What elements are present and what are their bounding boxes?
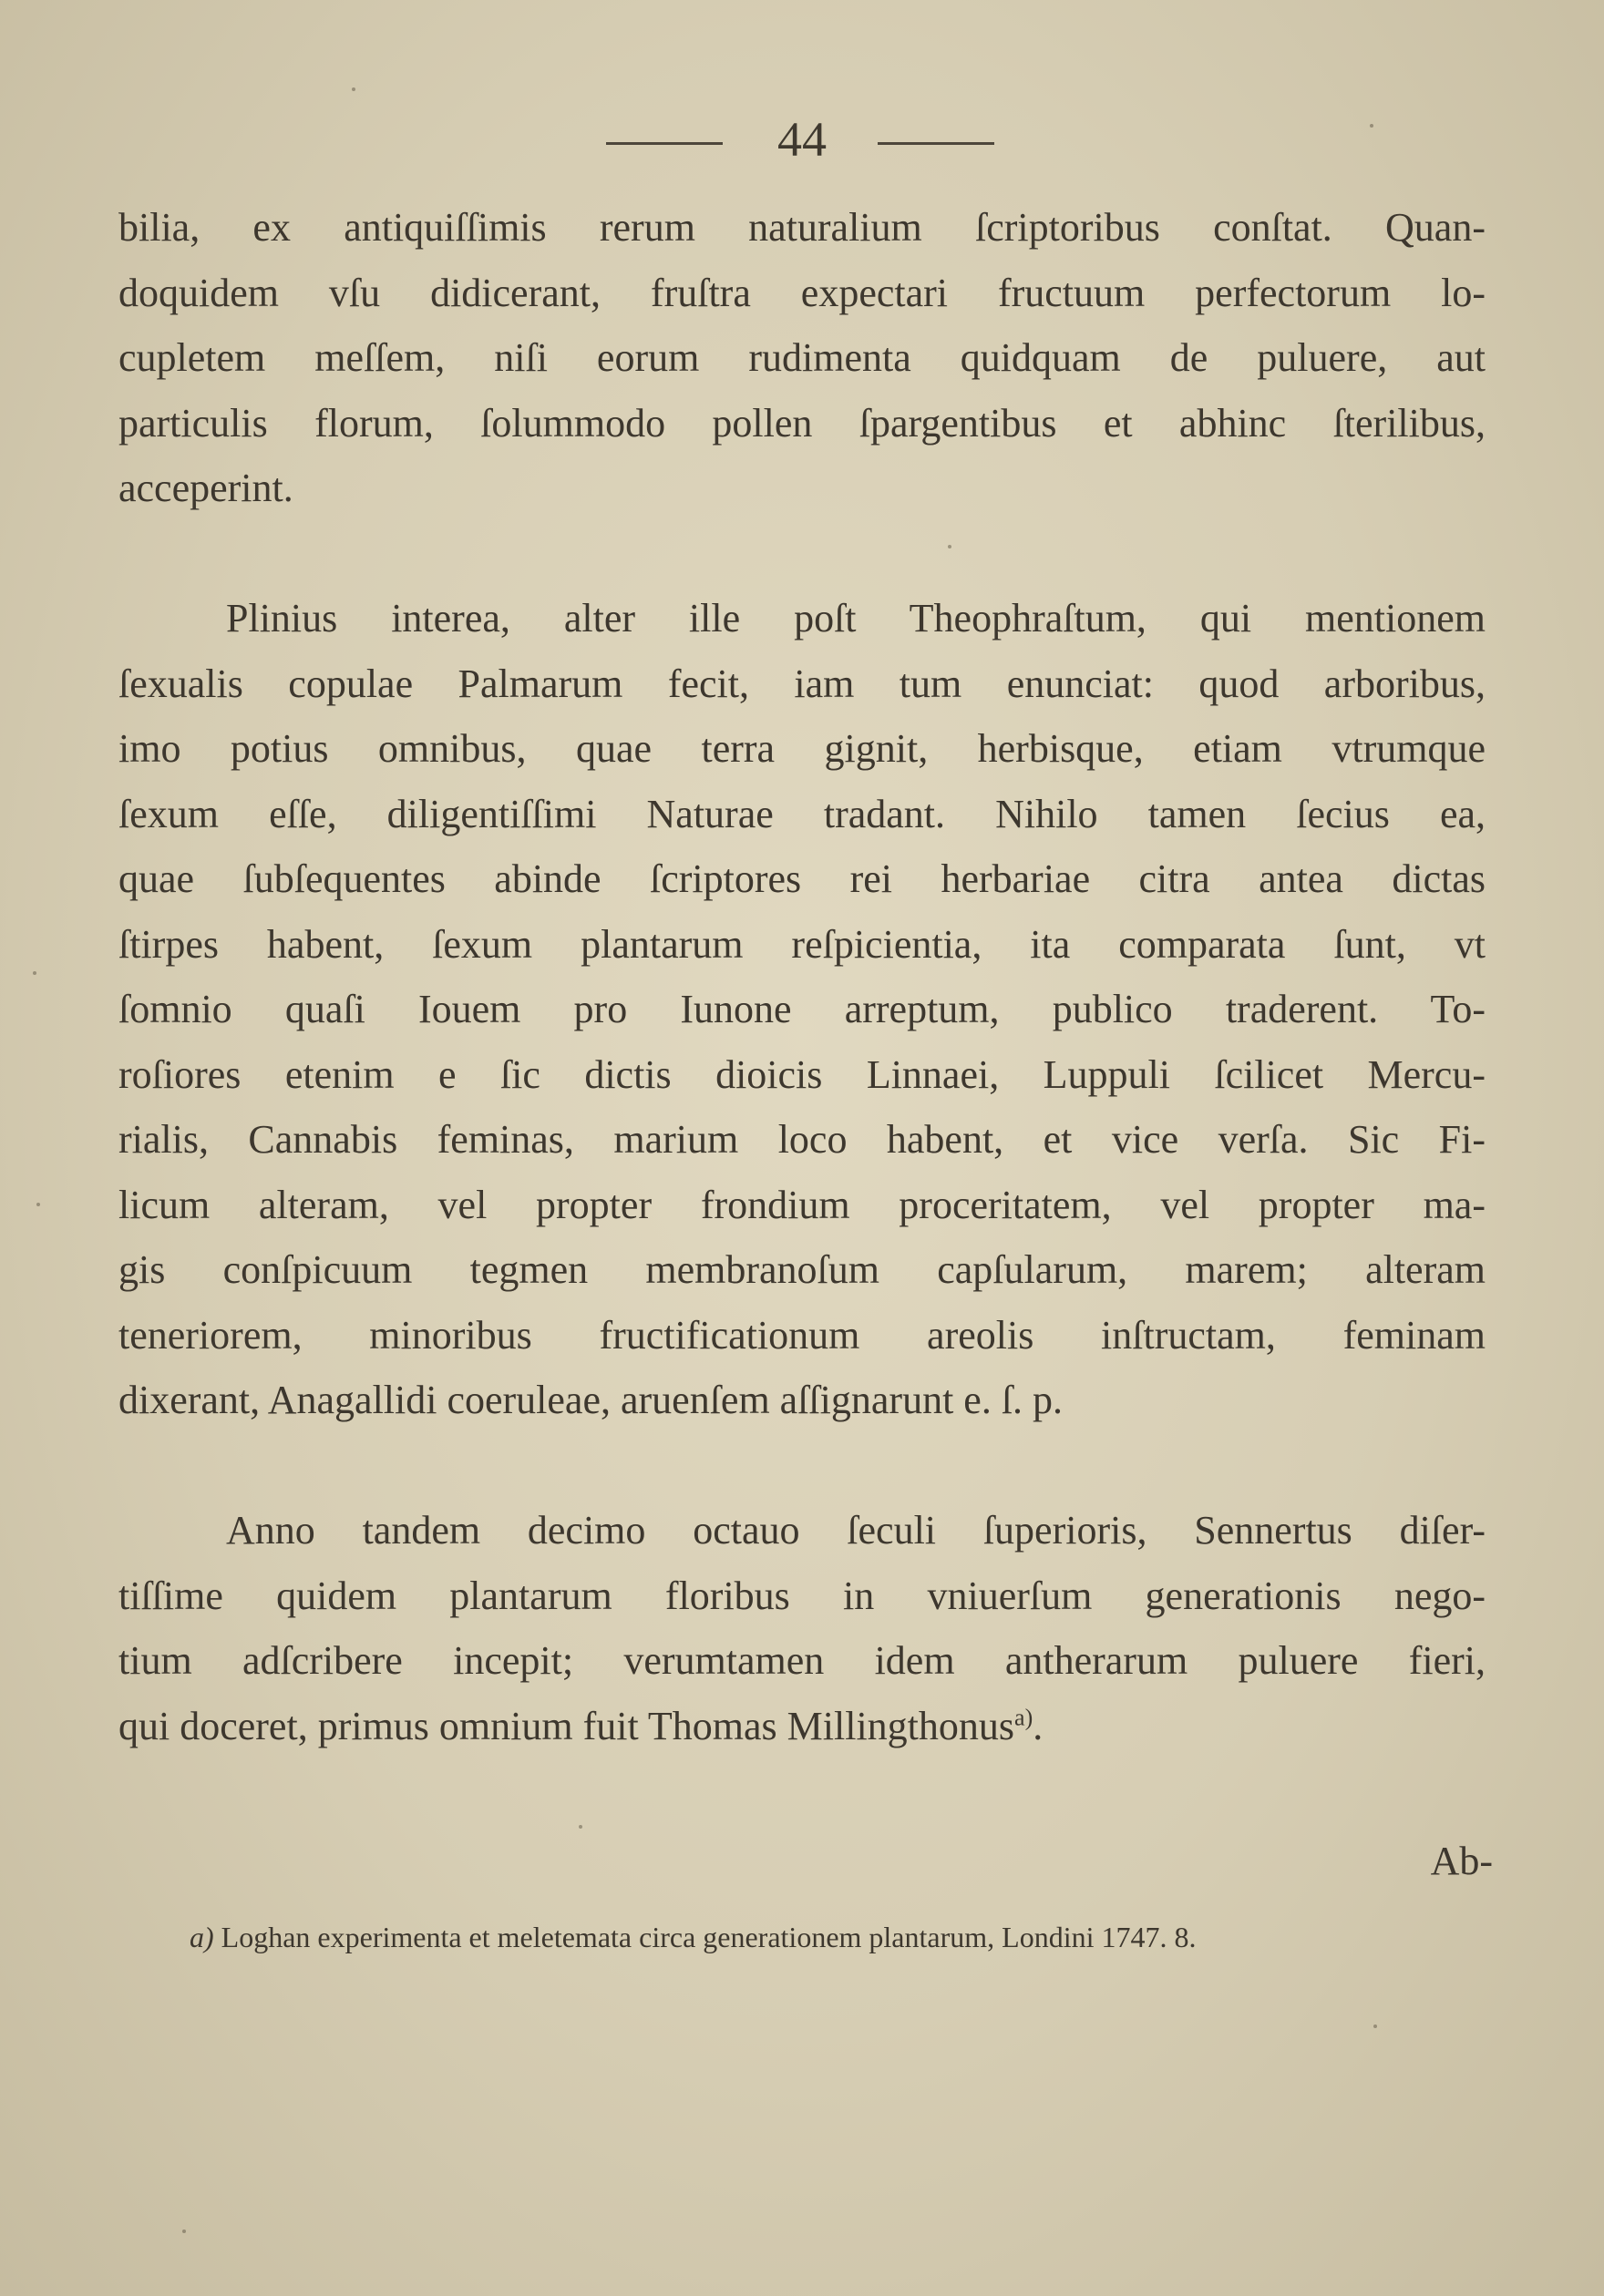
text-line: acceperint. [118,466,293,510]
paragraph-gap [118,1433,1486,1499]
text-line: imo potius omnibus, quae terra gignit, herbisque, etiam vtrumque [118,726,1486,771]
text-line: teneriorem, minoribus fructificationum areolis inſtructam, feminam [118,1312,1486,1358]
paper-speck [352,87,355,91]
text-line: rialis, Cannabis feminas, marium loco habent, et vice verſa. Sic Fi- [118,1117,1486,1162]
page-header [0,108,1604,171]
text-line: ſomnio quaſi Iouem pro Iunone arreptum, publico traderent. To- [118,987,1486,1031]
paragraph-2 [118,586,1486,1433]
text-line: licum alteram, vel propter frondium proceritatem, vel propter ma- [118,1182,1486,1227]
text-line: particulis florum, ſolummodo pollen ſpargentibus et abhinc ſterilibus, [118,400,1486,446]
text-line: Plinius interea, alter ille poſt Theophraſtum, qui mentionem [226,596,1486,641]
footnote-reference[interactable]: a) [1014,1703,1033,1730]
text-line: cupletem meſſem, niſi eorum rudimenta quidquam de puluere, aut [118,335,1486,380]
text-line: qui doceret, primus omnium fuit Thomas Millingthonus [118,1703,1015,1748]
paper-speck [36,1203,40,1206]
paper-speck [1370,124,1373,128]
footnote-text: Loghan experimenta et meletemata circa generationem plantarum, Londini 1747. 8. [221,1921,1197,1953]
paragraph-3 [118,1498,1486,1758]
text-line: ſtirpes habent, ſexum plantarum reſpicientia, ita comparata ſunt, vt [118,921,1486,967]
paper-speck [1373,2024,1377,2028]
text-line: ſexualis copulae Palmarum fecit, iam tum enunciat: quod arboribus, [118,661,1486,706]
text-line: gis conſpicuum tegmen membranoſum capſularum, marem; alteram [118,1247,1486,1292]
text-line: ſexum eſſe, diligentiſſimi Naturae tradant. Nihilo tamen ſecius ea, [118,791,1486,836]
paper-speck [948,545,951,548]
footnote-marker: a) [190,1921,214,1953]
header-rule-left [606,142,723,145]
text-line: bilia, ex antiquiſſimis rerum naturalium ſcriptoribus conſtat. Quan- [118,205,1486,250]
page-number: 44 [777,112,827,167]
text-line: tiſſime quidem plantarum floribus in vniuerſum generationis nego- [118,1573,1486,1618]
text-line: quae ſubſequentes abinde ſcriptores rei herbariae citra antea dictas [118,856,1486,901]
paragraph-1 [118,195,1486,521]
text-line-with-footnote-ref [118,1694,1486,1759]
catchword: Ab- [1430,1839,1493,1883]
paper-speck [579,1825,582,1829]
header-rule-right [878,142,994,145]
text-line: dixerant, Anagallidi coeruleae, aruenſem aſſignarunt e. ſ. p. [118,1378,1064,1422]
paragraph-gap [118,521,1486,587]
text-line: roſiores etenim e ſic dictis dioicis Linnaei, Luppuli ſcilicet Mercu- [118,1051,1486,1097]
end-punctuation: . [1033,1703,1044,1748]
paper-speck [33,971,36,975]
paper-speck [182,2229,186,2233]
text-line: tium adſcribere incepit; verumtamen idem antherarum puluere fieri, [118,1638,1486,1683]
text-line: doquidem vſu didicerant, fruſtra expectari fructuum perfectorum lo- [118,270,1486,315]
text-line: Anno tandem decimo octauo ſeculi ſuperioris, Sennertus diſer- [226,1508,1486,1553]
footnote [190,1915,1196,1959]
body-text [118,195,1486,1758]
